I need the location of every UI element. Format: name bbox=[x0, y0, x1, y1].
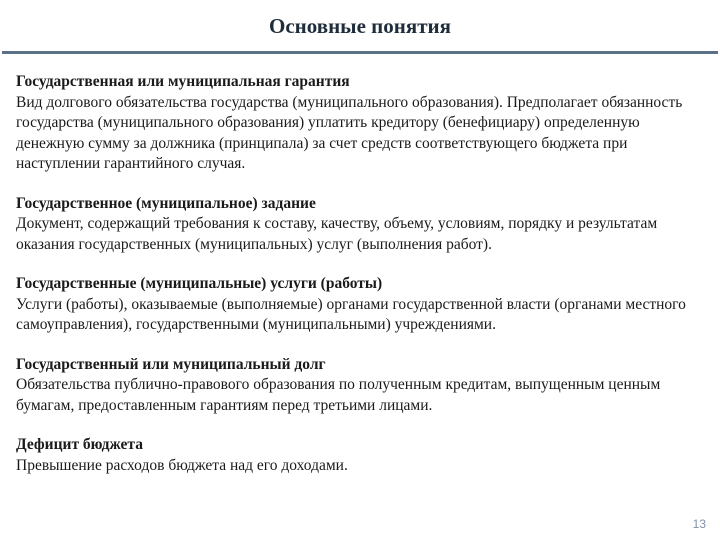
term-title: Дефицит бюджета bbox=[16, 436, 143, 453]
term-title: Государственный или муниципальный долг bbox=[16, 355, 326, 373]
term-definition: Обязательства публично-правового образования по полученным кредитам, выпущенным ценным бумагам, предоставленным гарантиям перед третьими лицами. bbox=[16, 376, 661, 414]
term-item-debt bbox=[16, 355, 706, 417]
term-item-deficit bbox=[16, 435, 706, 476]
term-definition: Превышение расходов бюджета над его доходами. bbox=[16, 456, 348, 474]
term-item-assignment bbox=[16, 194, 706, 256]
page-number: 13 bbox=[692, 517, 706, 531]
term-title: Государственная или муниципальная гарантия bbox=[16, 73, 350, 90]
term-item-guarantee bbox=[16, 72, 706, 175]
term-definition: Услуги (работы), оказываемые (выполняемые) органами государственной власти (органами местного самоуправления), государственными (муниципальными) учреждениями. bbox=[16, 295, 686, 333]
term-definition: Документ, содержащий требования к составу, качеству, объему, условиям, порядку и результатам оказания государственных (муниципальных) услуг (выполнения работ). bbox=[16, 215, 658, 253]
title-divider bbox=[2, 51, 718, 54]
terms-list bbox=[16, 72, 706, 495]
term-definition: Вид долгового обязательства государства (муниципального образования). Предполагает обязанность государства (муниципального образования) уплатить кредитору (бенефициару) определенную денежную сумму за должника (принципала) за счет средств соответствующего бюджета при наступлении гарантийного случая. bbox=[16, 93, 683, 172]
slide-title: Основные понятия bbox=[269, 14, 451, 38]
term-title: Государственные (муниципальные) услуги (работы) bbox=[16, 275, 383, 292]
term-item-services bbox=[16, 274, 706, 336]
term-title: Государственное (муниципальное) задание bbox=[16, 194, 316, 212]
